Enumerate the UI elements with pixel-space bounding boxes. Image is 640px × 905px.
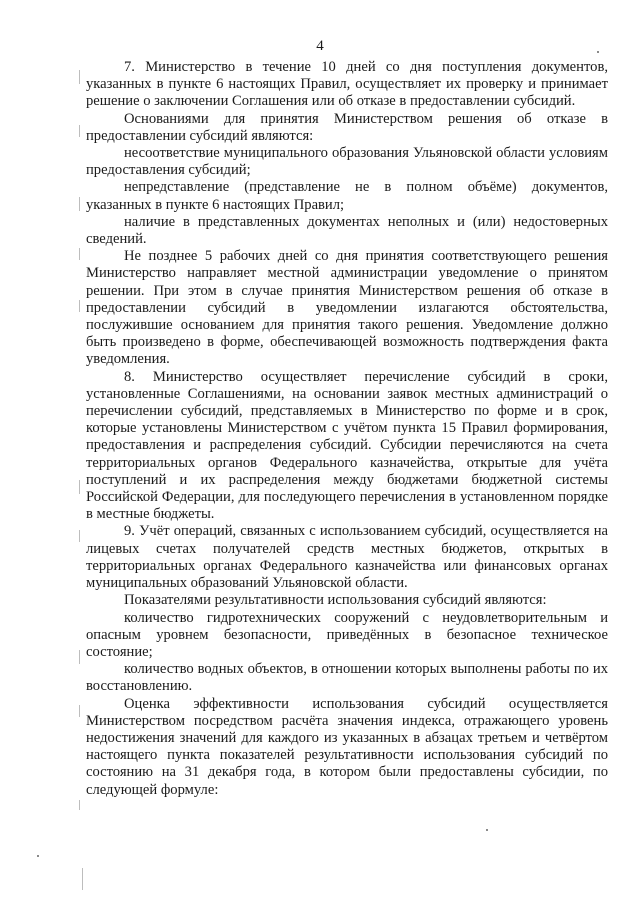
- scan-artifact: [79, 300, 80, 312]
- paragraph-refusal-ground-3: наличие в представленных документах неполных и (или) недостоверных сведений.: [86, 213, 608, 248]
- scan-artifact: [79, 800, 80, 810]
- scan-artifact: [79, 480, 80, 494]
- page-number: 4: [316, 38, 324, 54]
- paragraph-clause-9: 9. Учёт операций, связанных с использованием субсидий, осуществляется на лицевых счетах получателей средств местных бюджетов, открытых в территориальных органах Федерального казначейства или финансовых органах муниципальных образований Ульяновской области.: [86, 523, 608, 592]
- scan-artifact: [79, 530, 80, 542]
- scan-artifact: [79, 248, 80, 260]
- paragraph-efficiency-assessment: Оценка эффективности использования субсидий осуществляется Министерством посредством расчёта значения индекса, отражающего уровень недостижения значений для каждого из указанных в абзацах третьем и четвёртом настоящего пункта показателей результативности использования субсидий по состоянию на 31 декабря года, в котором были предоставлены субсидии, по следующей формуле:: [86, 695, 608, 798]
- paragraph-indicator-1: количество гидротехнических сооружений с неудовлетворительным и опасным уровнем безопасности, приведённых в безопасное техническое состояние;: [86, 609, 608, 660]
- scan-artifact: [597, 51, 599, 53]
- paragraph-indicators: Показателями результативности использования субсидий являются:: [124, 592, 547, 609]
- paragraph-refusal-ground-2: непредставление (представление не в полном объёме) документов, указанных в пункте 6 настоящих Правил;: [86, 179, 608, 213]
- scan-artifact: [486, 829, 488, 831]
- document-body: [86, 59, 608, 799]
- scan-artifact: [37, 855, 39, 857]
- paragraph-clause-7: 7. Министерство в течение 10 дней со дня поступления документов, указанных в пункте 6 настоящих Правил, осуществляет их проверку и принимает решение о заключении Соглашения или об отказе в предоставлении субсидий.: [86, 59, 608, 110]
- paragraph-indicator-2: количество водных объектов, в отношении которых выполнены работы по их восстановлению.: [86, 661, 608, 695]
- scan-artifact: [79, 705, 80, 717]
- scan-artifact: [79, 70, 80, 84]
- paragraph-clause-8: 8. Министерство осуществляет перечисление субсидий в сроки, установленные Соглашениями, на основании заявок местных администраций о перечислении субсидий, представляемых в Министерство по форме и в срок, которые установлены Министерством с учётом пункта 15 Правил формирования, предоставления и распределения субсидий. Субсидии перечисляются на счета территориальных органов Федерального казначейства, открытые для учёта поступлений и их распределения между бюджетами бюджетной системы Российской Федерации, для последующего перечисления в установленном порядке в местные бюджеты.: [86, 368, 608, 523]
- paragraph-refusal-grounds: Основаниями для принятия Министерством решения об отказе в предоставлении субсидий являются:: [86, 110, 608, 144]
- paragraph-notification: Не позднее 5 рабочих дней со дня принятия соответствующего решения Министерство направляет местной администрации уведомление о принятом решении. При этом в случае принятия Министерством решения об отказе в предоставлении субсидий в уведомлении излагаются обстоятельства, послужившие основанием для принятия такого решения. Уведомление должно быть произведено в форме, обеспечивающей возможность подтверждения факта уведомления.: [86, 248, 608, 368]
- paragraph-refusal-ground-1: несоответствие муниципального образования Ульяновской области условиям предоставления субсидий;: [86, 145, 608, 179]
- scan-artifact: [82, 868, 83, 890]
- scan-artifact: [79, 197, 80, 211]
- scan-artifact: [79, 650, 80, 664]
- scan-artifact: [79, 125, 80, 137]
